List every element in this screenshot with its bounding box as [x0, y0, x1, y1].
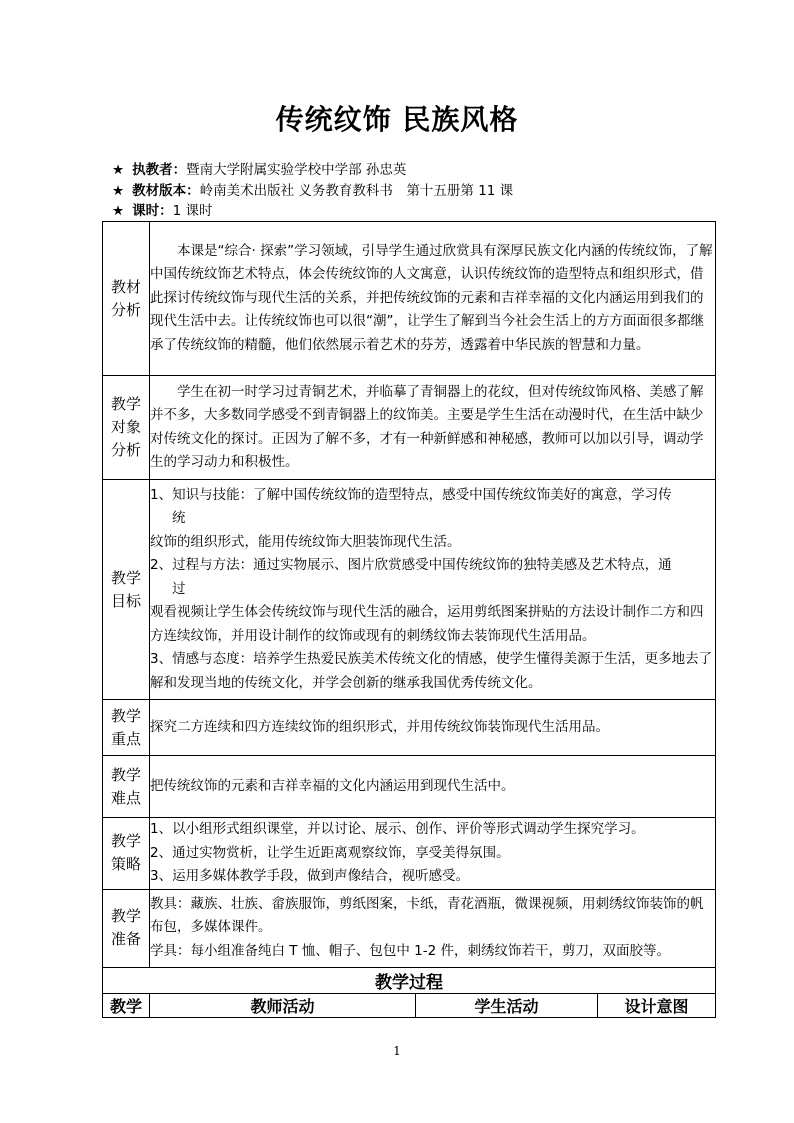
- label-line: 重点: [110, 729, 141, 748]
- row-content: [150, 376, 716, 480]
- material-text: 本课是“综合· 探索”学习领域，引导学生通过欣赏具有深厚民族文化内涵的传统纹饰，了解中国传统纹饰艺术特点，体会传统纹饰的人文寓意，认识传统纹饰的造型特点和组织形式，借此探讨传统纹饰与现代生活的关系，并把传统纹饰的元素和吉祥幸福的文化内涵运用到我们的现代生活中去。让传统纹饰也可以很“潮”，让学生了解到当今社会生活上的方方面面很多都继承了传统纹饰的精髓，他们依然展示着艺术的芬芳，透露着中华民族的智慧和力量。: [150, 242, 713, 353]
- row-key-points: [103, 700, 716, 756]
- meta-value: 暨南大学附属实验学校中学部 孙忠英: [186, 162, 407, 178]
- goal-2-wrap: 过: [172, 580, 186, 597]
- goal-2-line: 2、过程与方法：通过实物展示、图片欣赏感受中国传统纹饰的独特美感及艺术特点，通: [150, 557, 672, 574]
- page-title: 传统纹饰 民族风格: [275, 103, 519, 136]
- strategy-item: 2、通过实物赏析，让学生近距离观察纹饰，享受美得氛围。: [150, 844, 510, 861]
- key-points-text: 探究二方连续和四方连续纹饰的组织形式，并用传统纹饰装饰现代生活用品。: [150, 718, 609, 735]
- star-icon: ★: [112, 203, 125, 219]
- meta-hours: [112, 203, 213, 219]
- strategy-item: 3、运用多媒体教学手段，做到声像结合，视听感受。: [150, 868, 470, 884]
- difficulties-text: 把传统纹饰的元素和吉祥幸福的文化内涵运用到现代生活中。: [150, 777, 515, 794]
- row-label: [103, 376, 150, 480]
- meta-teacher: [112, 162, 406, 178]
- meta-key: 执教者：: [132, 162, 187, 178]
- star-icon: ★: [112, 162, 125, 178]
- row-strategy: [103, 818, 716, 890]
- label-line: 教学: [110, 907, 141, 925]
- col-header-stage: 教学: [103, 993, 150, 1017]
- col-header-student: 学生活动: [416, 993, 598, 1017]
- page-number: 1: [393, 1044, 401, 1058]
- row-process-heading: [103, 967, 716, 993]
- meta-value: 岭南美术出版社 义务教育教科书 第十五册第 11 课: [199, 183, 514, 199]
- row-label: [103, 756, 150, 818]
- meta-value: 1 课时: [172, 203, 213, 219]
- row-label: [103, 222, 150, 376]
- row-label: [103, 700, 150, 756]
- row-content: [150, 480, 716, 700]
- preparation-student: 学具：每小组准备纯白 T 恤、帽子、包包中 1-2 件，刺绣纹饰若干，剪刀，双面胶等。: [150, 942, 670, 959]
- label-line: 教学: [110, 706, 141, 725]
- label-line: 分析: [110, 441, 141, 459]
- label-line: 教学: [110, 765, 141, 784]
- row-difficulties: [103, 756, 716, 818]
- row-process-columns: [103, 993, 716, 1017]
- label-line: 目标: [110, 591, 141, 610]
- lesson-plan-table: [102, 221, 716, 1018]
- goal-1-wrap: 统: [172, 510, 186, 527]
- label-line: 对象: [110, 418, 141, 436]
- row-material-analysis: [103, 222, 716, 376]
- process-heading: 教学过程: [103, 967, 716, 993]
- meta-key: 教材版本：: [132, 183, 200, 199]
- row-label: [103, 889, 150, 967]
- row-content: [150, 818, 716, 890]
- goal-1-cont: 纹饰的组织形式，能用传统纹饰大胆装饰现代生活。: [150, 533, 461, 550]
- strategy-item: 1、以小组形式组织课堂，并以讨论、展示、创作、评价等形式调动学生探究学习。: [150, 821, 645, 837]
- row-preparation: [103, 889, 716, 967]
- row-student-analysis: [103, 376, 716, 480]
- label-line: 准备: [110, 930, 141, 948]
- row-content: [150, 222, 716, 376]
- goal-1-line: 1、知识与技能：了解中国传统纹饰的造型特点，感受中国传统纹饰美好的寓意，学习传: [150, 486, 672, 503]
- star-icon: ★: [112, 183, 125, 199]
- row-content: [150, 889, 716, 967]
- meta-textbook: [112, 183, 513, 199]
- row-content: [150, 700, 716, 756]
- row-content: [150, 756, 716, 818]
- goal-3: 3、情感与态度：培养学生热爱民族美术传统文化的情感，使学生懂得美源于生活，更多地去了解和发现当地的传统文化，并学会创新的继承我国优秀传统文化。: [150, 651, 713, 691]
- row-label: [103, 480, 150, 700]
- students-text: 学生在初一时学习过青铜艺术，并临摹了青铜器上的花纹，但对传统纹饰风格、美感了解并不多，大多数同学感受不到青铜器上的纹饰美。主要是学生生活在动漫时代，在生活中缺少对传统文化的探讨。正因为了解不多，才有一种新鲜感和神秘感，教师可以加以引导，调动学生的学习动力和积极性。: [150, 383, 704, 470]
- label-line: 难点: [110, 788, 141, 807]
- label-line: 教材: [110, 277, 141, 296]
- row-teaching-goals: [103, 480, 716, 700]
- col-header-intent: 设计意图: [598, 993, 716, 1017]
- preparation-teacher: 教具：藏族、壮族、畲族服饰，剪纸图案，卡纸，青花酒瓶，微课视频，用刺绣纹饰装饰的帆布包，多媒体课件。: [150, 895, 704, 936]
- meta-key: 课时：: [132, 203, 173, 219]
- goal-2-cont: 观看视频让学生体会传统纹饰与现代生活的融合，运用剪纸图案拼贴的方法设计制作二方和四方连续纹饰，并用设计制作的纹饰或现有的刺绣纹饰去装饰现代生活用品。: [150, 604, 704, 644]
- label-line: 策略: [110, 855, 141, 874]
- col-header-teacher: 教师活动: [150, 993, 416, 1017]
- label-line: 教学: [110, 568, 141, 587]
- label-line: 分析: [110, 300, 141, 319]
- row-label: [103, 818, 150, 890]
- label-line: 教学: [110, 395, 141, 413]
- label-line: 教学: [110, 832, 141, 851]
